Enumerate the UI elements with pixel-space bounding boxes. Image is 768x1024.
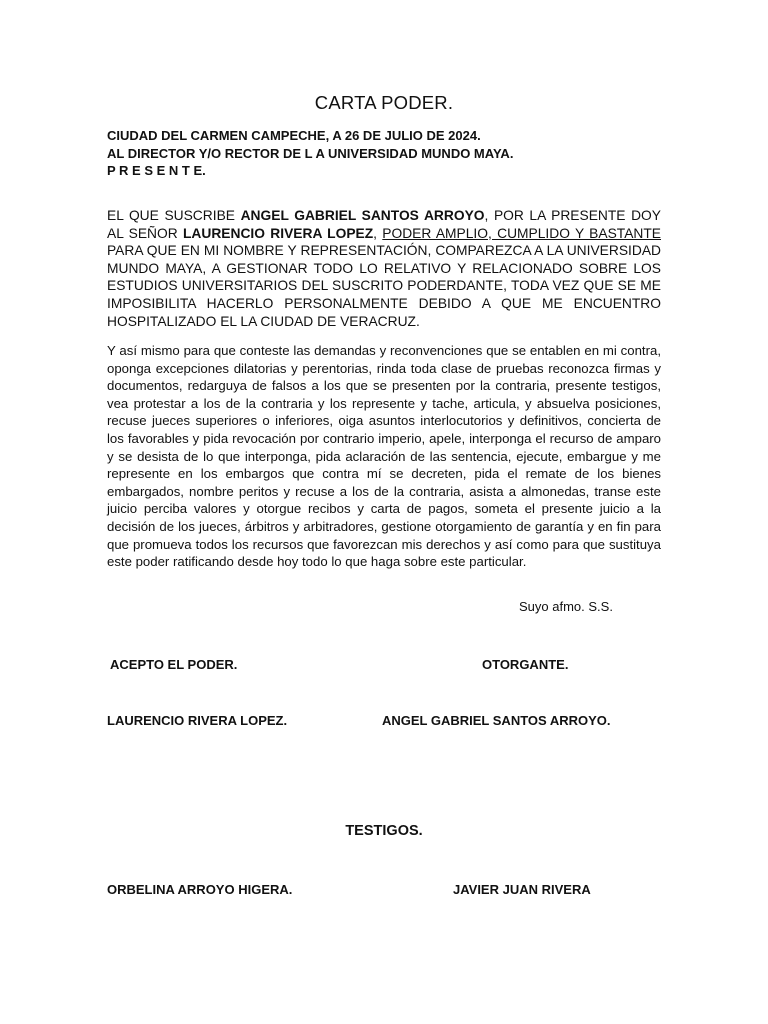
grantor-signature-name: ANGEL GABRIEL SANTOS ARROYO.	[382, 713, 611, 728]
grant-intro: EL QUE SUSCRIBE	[107, 208, 241, 223]
accept-power-label: ACEPTO EL PODER.	[110, 657, 238, 672]
document-title: CARTA PODER.	[314, 92, 454, 113]
powers-paragraph: Y así mismo para que conteste las demandas y reconvenciones que se entablen en mi contra, oponga excepciones dilatorias y perentorias, rinda toda clase de pruebas reconozca firmas y documentos, redarguya de falsos a los que se presenten por la contraria, presente testigos, vea protestar a los de la contraria y los represente y tache, articula, y absuelva posiciones, recuse jueces superiores o inferiores, oiga asuntos interlocutorios y definitivos, concierta de los favorables y pida revocación por contrario imperio, apele, interponga el recurso de amparo y se desista de lo que interponga, pida aclaración de las sentencia, ejecute, embargue y me represente en los embargos que contra mí se decreten, pida el remate de los bienes embargados, nombre peritos y recuse a los de la contraria, asista a almonedas, transe este juicio perciba valores y otorgue recibos y carta de pagos, someta el presente juicio a la decisión de los jueces, árbitros y arbitradores, gestione otorgamiento de garantía y en fin para que promueva todos los recursos que favorezcan mis derechos y así como para que sustituya este poder ratificando desde hoy todo lo que haga sobre este particular.	[107, 343, 661, 570]
grant-body: PARA QUE EN MI NOMBRE Y REPRESENTACIÓN, COMPAREZCA A LA UNIVERSIDAD MUNDO MAYA, A GESTIONAR TODO LO RELATIVO Y RELACIONADO SOBRE LOS ESTUDIOS UNIVERSITARIOS DEL SUSCRITO PODERDANTE, TODA VEZ QUE SE ME IMPOSIBILITA HACERLO PERSONALMENTE DEBIDO A QUE ME ENCUENTRO HOSPITALIZADO EL LA CIUDAD DE VERACRUZ.	[107, 243, 661, 329]
grant-paragraph	[107, 207, 661, 330]
closing-text: Suyo afmo. S.S.	[519, 599, 613, 614]
grantor-label: OTORGANTE.	[482, 657, 569, 672]
addressee-line: AL DIRECTOR Y/O RECTOR DE L A UNIVERSIDAD MUNDO MAYA.	[107, 145, 514, 161]
witness-2-name: JAVIER JUAN RIVERA	[453, 882, 591, 897]
grant-comma: ,	[373, 225, 383, 241]
grantor-name: ANGEL GABRIEL SANTOS ARROYO	[240, 208, 485, 223]
power-type: PODER AMPLIO, CUMPLIDO Y BASTANTE	[382, 225, 661, 241]
witness-1-name: ORBELINA ARROYO HIGERA.	[107, 882, 293, 897]
attorney-signature-name: LAURENCIO RIVERA LOPEZ.	[107, 713, 288, 728]
grant-mid: , POR LA PRESENTE DOY AL SEÑOR	[107, 208, 661, 241]
place-date-line: CIUDAD DEL CARMEN CAMPECHE, A 26 DE JULIO DE 2024.	[107, 128, 481, 143]
letter-header	[107, 127, 667, 180]
attorney-name: LAURENCIO RIVERA LOPEZ	[182, 225, 374, 241]
witnesses-title: TESTIGOS.	[345, 823, 423, 839]
presente-line: P R E S E N T E.	[107, 163, 206, 178]
